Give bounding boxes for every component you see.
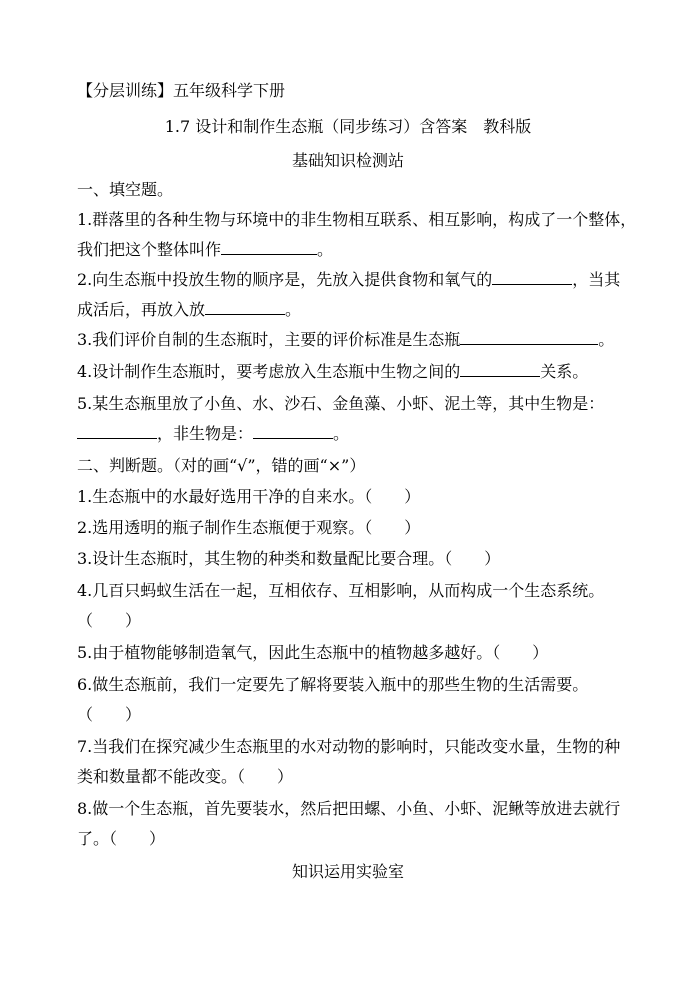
answer-blank[interactable] <box>77 424 157 439</box>
fill-q3-end: 。 <box>598 330 615 349</box>
fill-q1-line2 <box>77 240 333 260</box>
section-title-apply: 知识运用实验室 <box>291 862 404 881</box>
answer-blank[interactable] <box>221 240 317 255</box>
fill-q3-line <box>77 330 614 350</box>
answer-blank[interactable] <box>253 424 333 439</box>
fill-q3-text: 3.我们评价自制的生态瓶时，主要的评价标准是生态瓶 <box>77 330 461 349</box>
judge-heading: 二、判断题。（对的画“√”，错的画“×”） <box>77 456 366 475</box>
judge-q7-line2: 类和数量都不能改变。（ ） <box>77 767 294 786</box>
judge-q4-line2: （ ） <box>77 611 142 630</box>
fill-q2-text: 2.向生态瓶中投放生物的顺序是，先放入提供食物和氧气的 <box>77 270 493 289</box>
fill-q1-end: 。 <box>317 240 334 259</box>
answer-blank[interactable] <box>460 330 598 345</box>
answer-blank[interactable] <box>460 362 540 377</box>
fill-heading: 一、填空题。 <box>77 180 174 199</box>
fill-q5-line1: 5.某生态瓶里放了小鱼、水、沙石、金鱼藻、小虾、泥土等，其中生物是： <box>77 394 605 413</box>
judge-q6-line1: 6.做生态瓶前，我们一定要先了解将要装入瓶中的那些生物的生活需要。 <box>77 675 589 694</box>
answer-blank[interactable] <box>492 270 572 285</box>
fill-q4-text: 4.设计制作生态瓶时，要考虑放入生态瓶中生物之间的 <box>77 362 461 381</box>
fill-q2-mid: ，当其 <box>572 270 621 289</box>
judge-q6-line2: （ ） <box>77 705 142 724</box>
fill-q4-line <box>77 362 588 382</box>
judge-q7-line1: 7.当我们在探究减少生态瓶里的水对动物的影响时，只能改变水量，生物的种 <box>77 737 621 756</box>
doc-subtitle: 1.7 设计和制作生态瓶（同步练习）含答案 教科版 <box>164 117 532 136</box>
fill-q5-line2 <box>77 424 349 444</box>
fill-q5-mid: ，非生物是： <box>157 424 254 443</box>
fill-q2-text-2: 成活后，再放入放 <box>77 300 206 319</box>
judge-q2: 2.选用透明的瓶子制作生态瓶便于观察。（ ） <box>77 518 421 537</box>
fill-q1-line1: 1.群落里的各种生物与环境中的非生物相互联系、相互影响，构成了一个整体， <box>77 210 637 229</box>
fill-q2-line2 <box>77 300 301 320</box>
fill-q2-line1 <box>77 270 620 290</box>
judge-q8-line1: 8.做一个生态瓶，首先要装水，然后把田螺、小鱼、小虾、泥鳅等放进去就行 <box>77 799 621 818</box>
fill-q4-end: 关系。 <box>540 362 589 381</box>
judge-q8-line2: 了。（ ） <box>77 829 166 848</box>
doc-title: 【分层训练】五年级科学下册 <box>77 81 286 100</box>
fill-q1-text: 我们把这个整体叫作 <box>77 240 222 259</box>
judge-q5: 5.由于植物能够制造氧气，因此生态瓶中的植物越多越好。（ ） <box>77 643 549 662</box>
answer-blank[interactable] <box>205 300 285 315</box>
fill-q2-end: 。 <box>285 300 302 319</box>
fill-q5-end: 。 <box>333 424 350 443</box>
judge-q4-line1: 4.几百只蚂蚁生活在一起，互相依存、互相影响，从而构成一个生态系统。 <box>77 581 605 600</box>
judge-q1: 1.生态瓶中的水最好选用干净的自来水。（ ） <box>77 487 421 506</box>
section-title-basic: 基础知识检测站 <box>291 151 404 170</box>
judge-q3: 3.设计生态瓶时，其生物的种类和数量配比要合理。（ ） <box>77 549 501 568</box>
